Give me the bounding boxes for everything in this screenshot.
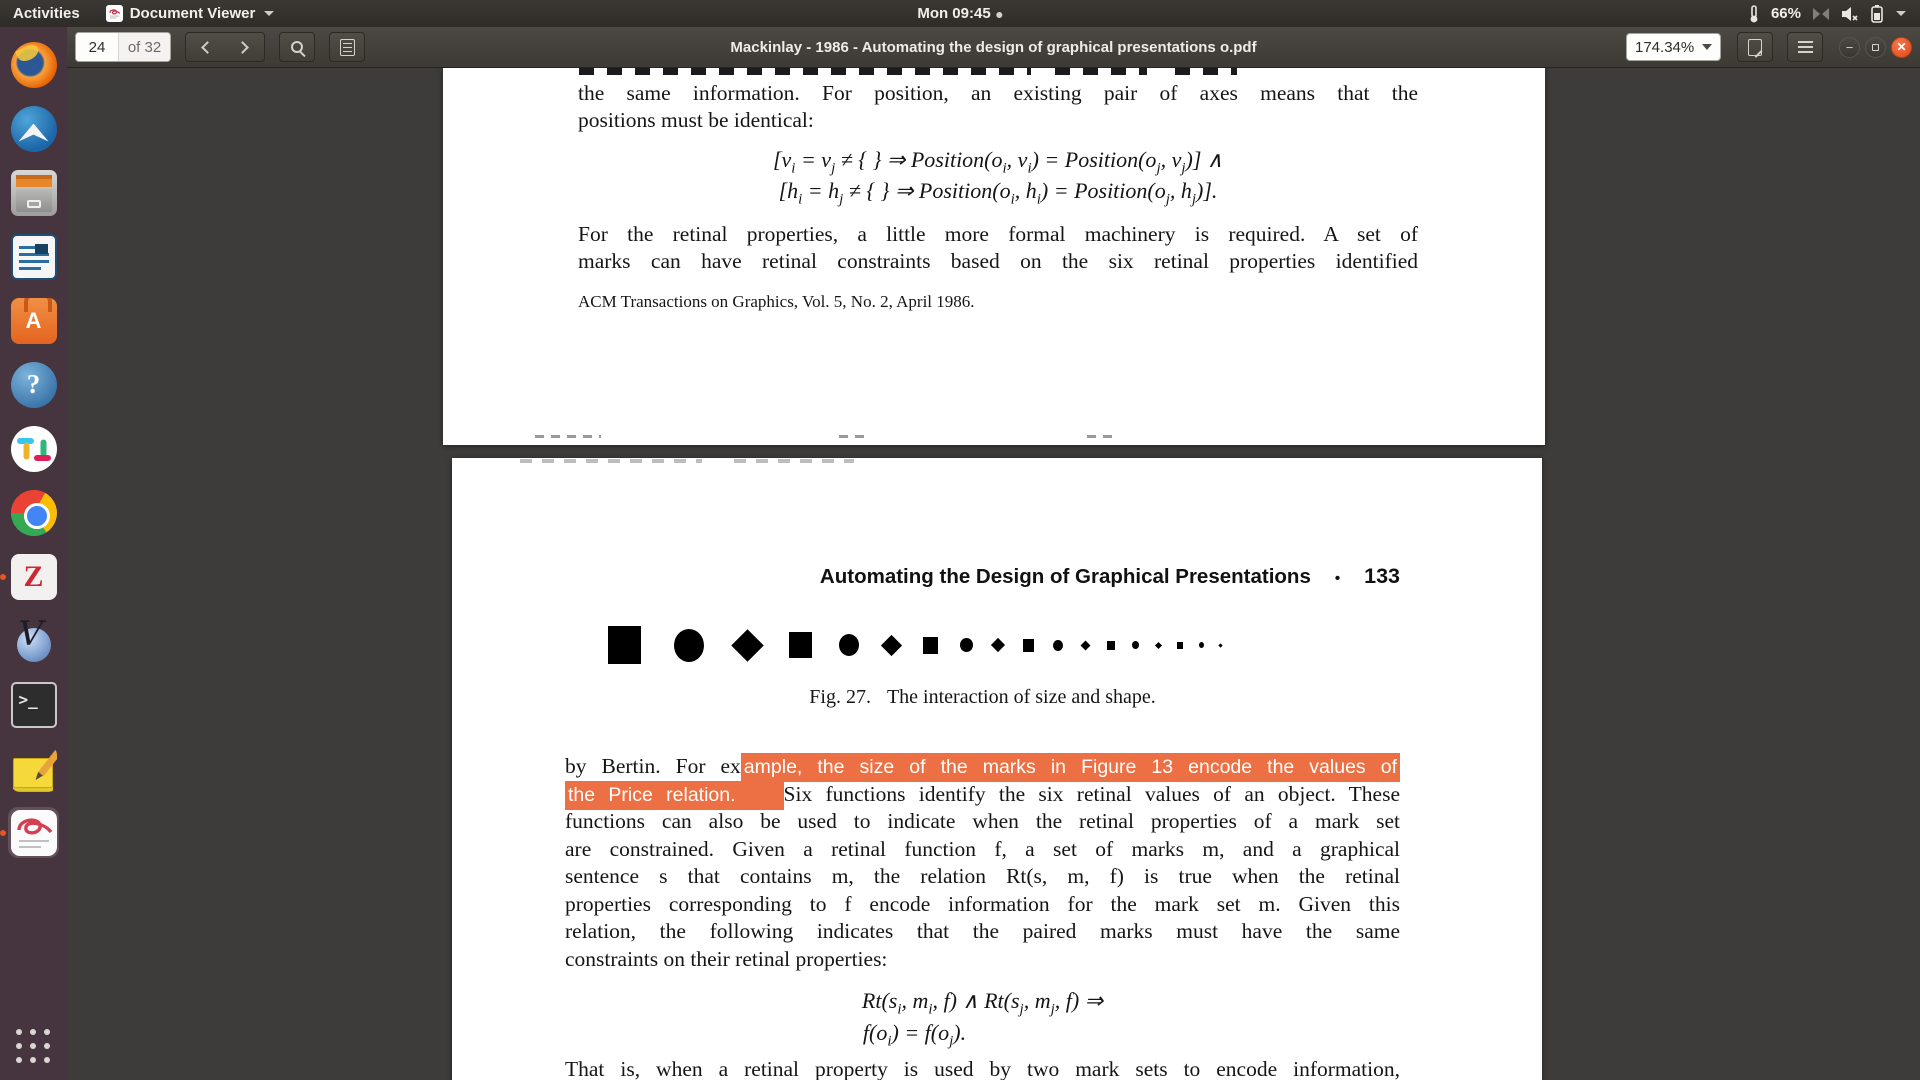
figure-shape-square [1177,642,1183,649]
scan-noise [1087,435,1113,438]
body-text-line: the Price relation. Six functions identify the six retinal values of an object. These [565,781,1400,808]
highlight-annotation[interactable]: ample, the size of the marks in Figure 13 encode the values of [741,753,1400,782]
annotations-button[interactable] [1737,32,1773,62]
dock-item-ubuntu-software[interactable] [8,295,59,346]
dock-item-slack[interactable] [8,423,59,474]
clock-label: Mon 09:45 [917,5,991,22]
thunderbird-icon [11,106,57,152]
figure-shape-circle [839,634,859,656]
figure-shape-circle [674,629,704,662]
dock-item-zotero[interactable] [8,551,59,602]
dock-item-help[interactable] [8,359,59,410]
hamburger-icon [1798,41,1813,53]
window-controls [1839,37,1912,58]
show-applications-button[interactable] [16,1029,51,1064]
page-number-box [75,32,171,62]
body-text-line: by Bertin. For ex ample, the size of the marks in Figure 13 encode the values of [565,753,1400,780]
previous-page-button[interactable] [201,41,214,54]
evince-toolbar [67,27,1920,68]
activities-button[interactable]: Activities [13,5,80,22]
body-text-line: are constrained. Given a retinal function f, a set of marks m, and a graphical [565,836,1400,861]
zoom-level-select[interactable] [1626,33,1721,61]
files-icon [11,170,57,216]
slack-icon [11,426,57,472]
volume-muted-icon [1841,6,1860,22]
dock-item-firefox[interactable] [8,39,59,90]
menu-button[interactable] [1787,32,1823,62]
close-button[interactable]: ✕ [1891,37,1912,58]
figure-shape-square [1023,639,1034,652]
body-text-line: the same information. For position, an existing pair of axes means that the [578,81,1418,105]
chevron-down-icon [1896,11,1906,16]
dock-item-files[interactable] [8,167,59,218]
terminal-icon: >_ [11,682,57,728]
body-text-line: relation, the following indicates that the paired marks must have the same [565,919,1400,943]
next-page-button[interactable] [236,41,249,54]
formula-rt: $Rt(s_i$, $m_i$, f) ∧ $Rt(s_j$, $m_j$, f) ⇒ [861,988,1104,1018]
document-canvas[interactable] [67,68,1920,1080]
app-menu-label: Document Viewer [129,5,256,22]
search-button[interactable] [279,32,315,62]
document-viewer-icon [11,810,57,856]
body-text-line: functions can also be used to indicate when the retinal properties of a mark set [565,809,1400,833]
ubuntu-dock [0,27,67,1080]
figure-shape-diamond [991,638,1005,652]
page-number-input[interactable] [76,33,118,61]
figure-shape-circle [960,638,973,652]
body-text-line: positions must be identical: [578,108,814,132]
figure-shape-square [789,632,812,658]
body-text-line: constraints on their retinal properties: [565,946,888,971]
page-number: 133 [1364,564,1400,588]
system-tray[interactable] [1738,0,1920,27]
body-text-line: marks can have retinal constraints based on the six retinal properties identified [578,249,1418,273]
dock-item-terminal[interactable] [8,679,59,730]
bullet: • [1334,570,1341,587]
figure-shape-circle [1053,640,1063,651]
formula-f-equal: $f(o_i) = f(o_j)$. [862,1020,967,1050]
clock[interactable] [907,0,1012,27]
running-indicator-dot [0,830,6,836]
page-count-label: of 32 [118,33,170,61]
page-nav-group [185,32,265,62]
figure-27-shapes [608,621,1237,669]
help-icon: ? [11,362,57,408]
document-viewer-window [67,27,1920,1080]
formula-position-v: [$v_i = v_j$ ≠ { } ⇒ $Position(o_i$, $v_i$) = $Position(o_j$, $v_j$)] ∧ [772,147,1224,177]
scan-noise [1055,68,1147,75]
firefox-icon [11,42,57,88]
document-viewer-icon [106,5,123,22]
pdf-page-25 [452,458,1542,1080]
dock-item-document-viewer[interactable] [8,807,59,858]
figure-shape-circle [1199,642,1204,648]
chrome-icon [11,490,57,536]
zoom-level-value: 174.34% [1635,38,1695,56]
v-globe-icon: V [11,618,57,664]
temperature-label: 66% [1770,5,1801,22]
dock-item-chrome[interactable] [8,487,59,538]
maximize-button[interactable] [1865,37,1886,58]
figure-shape-diamond [1081,640,1091,650]
chevron-down-icon [264,11,274,16]
scan-noise [1175,68,1237,75]
scan-noise [839,435,869,438]
figure-shape-diamond [881,634,902,655]
ubuntu-software-icon: A [11,298,57,344]
figure-shape-square [1107,641,1115,650]
scan-noise [734,459,854,463]
search-icon [291,41,303,53]
running-header-title: Automating the Design of Graphical Presentations [819,565,1311,588]
side-pane-icon [340,39,355,56]
dock-item-notes[interactable] [8,743,59,794]
media-indicator-dot [997,12,1003,18]
side-pane-button[interactable] [329,32,365,62]
dock-item-v-globe[interactable] [8,615,59,666]
figure-shape-square [608,626,641,664]
scan-noise [520,459,702,463]
body-text-line: That is, when a retinal property is used by two mark sets to encode information, [565,1057,1400,1080]
zotero-icon: Z [11,554,57,600]
figure-shape-circle [1132,641,1139,649]
figure-shape-diamond [1155,641,1162,648]
highlight-annotation[interactable]: the Price relation. [565,781,784,810]
running-header [565,564,1400,589]
scan-noise [535,435,601,438]
annotation-icon [1748,39,1762,56]
window-title: Mackinlay - 1986 - Automating the design of graphical presentations o.pdf [730,38,1257,56]
body-text-line: sentence s that contains m, the relation Rt(s, m, f) is true when the retinal [565,864,1400,888]
pdf-page-24 [443,68,1545,445]
notes-icon [11,746,57,792]
scan-noise [579,68,1031,75]
dock-item-thunderbird[interactable] [8,103,59,154]
figure-caption: Fig. 27. The interaction of size and shape. [809,686,1156,708]
minimize-button[interactable]: − [1839,37,1860,58]
formula-position-h: [$h_i = h_j$ ≠ { } ⇒ $Position(o_i$, $h_i$) = $Position(o_j$, $h_j$)]. [778,178,1218,208]
body-text-line: properties corresponding to f encode information for the mark set m. Given this [565,891,1400,916]
thermometer-icon [1748,5,1760,23]
figure-shape-square [923,637,938,654]
gnome-top-bar [0,0,1920,27]
figure-shape-diamond [731,629,764,662]
dock-item-libreoffice-writer[interactable] [8,231,59,282]
figure-shape-diamond [1218,643,1222,647]
running-indicator-dot [0,574,6,580]
app-menu[interactable] [93,0,288,27]
dimmed-x-icon [1812,6,1830,22]
battery-icon [1871,5,1883,23]
body-text-line: For the retinal properties, a little more formal machinery is required. A set of [578,222,1418,246]
libreoffice-writer-icon [11,234,57,280]
journal-footer: ACM Transactions on Graphics, Vol. 5, No. 2, April 1986. [578,292,975,311]
chevron-down-icon [1702,44,1712,50]
